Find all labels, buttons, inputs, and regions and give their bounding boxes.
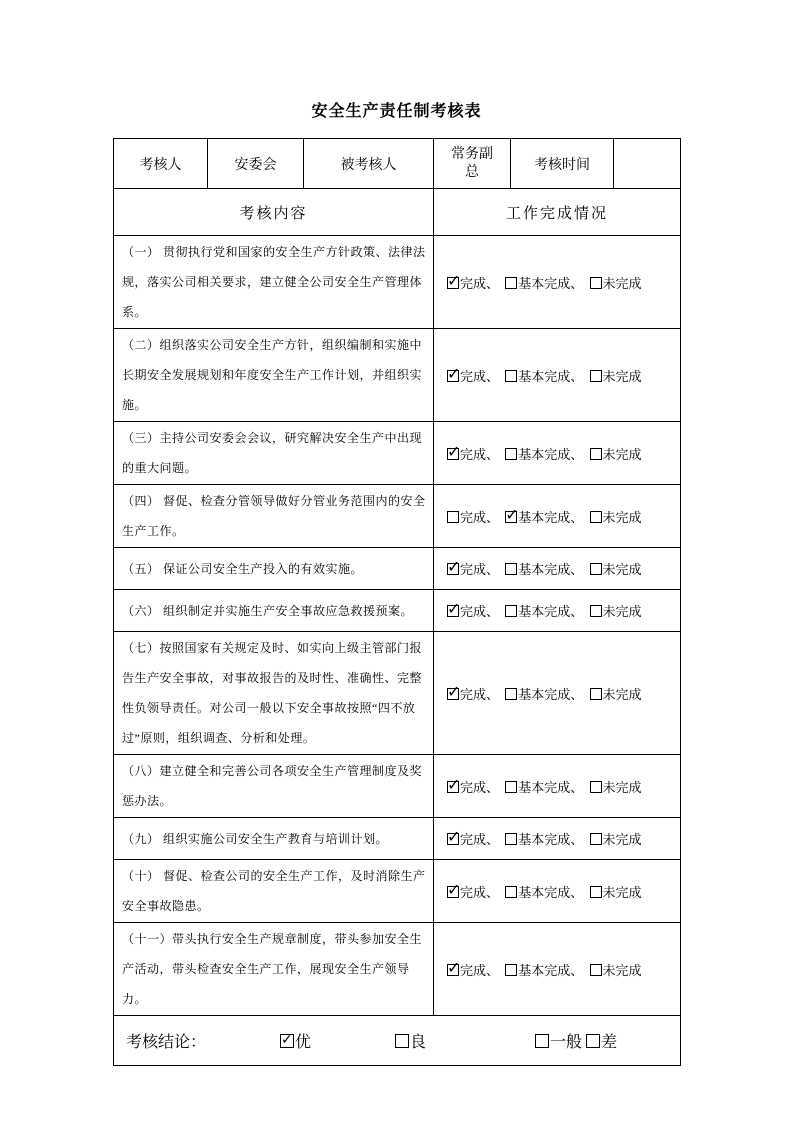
- conclusion-option: 差: [586, 1029, 617, 1052]
- status-option-mostly-done: ✓ 基本完成、: [505, 507, 583, 526]
- checkbox-not-done[interactable]: [590, 688, 602, 700]
- checkbox-mostly-done[interactable]: [505, 448, 517, 460]
- checkbox-done[interactable]: [447, 886, 459, 898]
- checkbox-mostly-done[interactable]: [505, 370, 517, 382]
- table-row: [114, 755, 681, 818]
- table-row: [114, 632, 681, 755]
- table-row: [114, 422, 681, 485]
- table-row: [114, 236, 681, 329]
- status-option-done: ✓完成、: [447, 444, 499, 463]
- table-row: [114, 860, 681, 923]
- conclusion-checkbox[interactable]: [395, 1034, 409, 1048]
- date-label-cell: 考核时间: [511, 139, 614, 189]
- status-option-done: ✓ 完成、: [447, 829, 499, 848]
- table-row: [114, 548, 681, 590]
- status-option-done: ✓ 完成、: [447, 601, 499, 620]
- assessment-item-text: （三）主持公司安委会会议，研究解决安全生产中出现的重大问题。: [114, 422, 434, 485]
- status-options-cell: [434, 236, 681, 329]
- checkbox-not-done[interactable]: [590, 605, 602, 617]
- status-option-mostly-done: 基本完成、: [505, 601, 583, 620]
- status-option-not-done: 未完成: [590, 829, 642, 848]
- checkbox-done[interactable]: [447, 964, 459, 976]
- checkbox-mostly-done[interactable]: [505, 833, 517, 845]
- document-title: 安全生产责任制考核表: [311, 103, 482, 120]
- status-option-mostly-done: 基本完成、: [505, 366, 583, 385]
- assessment-item-text: （十一）带头执行安全生产规章制度，带头参加安全生产活动，带头检查安全生产工作，展现安全生产领导力。: [114, 923, 434, 1016]
- checkbox-mostly-done[interactable]: [505, 563, 517, 575]
- checkbox-done[interactable]: [447, 833, 459, 845]
- assessment-item-text: （五） 保证公司安全生产投入的有效实施。: [114, 548, 434, 590]
- status-options-cell: [434, 485, 681, 548]
- status-option-done: ✓完成、: [447, 960, 499, 979]
- checkbox-mostly-done[interactable]: [505, 688, 517, 700]
- table-row: [114, 485, 681, 548]
- assessment-item-text: （七）按照国家有关规定及时、如实向上级主管部门报告生产安全事故，对事故报告的及时性、准确性、完整性负领导责任。对公司一般以下安全事故按照“四不放过”原则，组织调查、分析和处理。: [114, 632, 434, 755]
- status-options-cell: [434, 755, 681, 818]
- checkbox-done[interactable]: [447, 563, 459, 575]
- status-column-header: 工作完成情况: [434, 189, 681, 236]
- checkbox-mostly-done[interactable]: [505, 886, 517, 898]
- status-option-mostly-done: 基本完成、: [505, 829, 583, 848]
- status-option-not-done: 未完成: [590, 960, 642, 979]
- checkbox-mostly-done[interactable]: [505, 781, 517, 793]
- status-option-done: 完成、: [447, 507, 499, 526]
- conclusion-option: ✓ 优: [280, 1029, 311, 1052]
- table-row: [114, 818, 681, 860]
- assessment-item-text: （十） 督促、检查公司的安全生产工作，及时消除生产安全事故隐患。: [114, 860, 434, 923]
- status-option-done: ✓完成、: [447, 366, 499, 385]
- status-option-done: ✓ 完成、: [447, 559, 499, 578]
- status-option-done: ✓完成、: [447, 273, 499, 292]
- status-option-not-done: 未完成: [590, 273, 642, 292]
- assessment-item-text: （一） 贯彻执行党和国家的安全生产方针政策、法律法规，落实公司相关要求，建立健全公司安全生产管理体系。: [114, 236, 434, 329]
- conclusion-options: [114, 1016, 681, 1066]
- assessment-item-text: （四） 督促、检查分管领导做好分管业务范围内的安全生产工作。: [114, 485, 434, 548]
- status-options-cell: [434, 548, 681, 590]
- status-option-not-done: 未完成: [590, 601, 642, 620]
- conclusion-checkbox[interactable]: [586, 1034, 600, 1048]
- checkbox-done[interactable]: [447, 370, 459, 382]
- checkbox-not-done[interactable]: [590, 781, 602, 793]
- status-option-not-done: 未完成: [590, 507, 642, 526]
- assessment-item-text: （二）组织落实公司安全生产方针，组织编制和实施中长期安全发展规划和年度安全生产工作计划，并组织实施。: [114, 329, 434, 422]
- checkbox-not-done[interactable]: [590, 277, 602, 289]
- status-option-not-done: 未完成: [590, 684, 642, 703]
- checkbox-not-done[interactable]: [590, 448, 602, 460]
- assessee-value-text: 常务副总: [451, 146, 493, 180]
- assessment-table-footer: [114, 1016, 681, 1066]
- checkbox-mostly-done[interactable]: [505, 277, 517, 289]
- status-option-not-done: 未完成: [590, 366, 642, 385]
- status-option-mostly-done: 基本完成、: [505, 777, 583, 796]
- status-options-cell: [434, 860, 681, 923]
- date-value-cell[interactable]: [614, 139, 681, 189]
- status-option-done: ✓完成、: [447, 777, 499, 796]
- conclusion-option: 一般: [535, 1029, 582, 1052]
- info-header-row: [114, 139, 681, 189]
- status-option-not-done: 未完成: [590, 559, 642, 578]
- status-option-done: ✓完成、: [447, 882, 499, 901]
- checkbox-not-done[interactable]: [590, 833, 602, 845]
- checkbox-done[interactable]: [447, 511, 459, 523]
- checkbox-not-done[interactable]: [590, 886, 602, 898]
- assessment-item-text: （九） 组织实施公司安全生产教育与培训计划。: [114, 818, 434, 860]
- checkbox-mostly-done[interactable]: [505, 511, 517, 523]
- conclusion-checkbox[interactable]: [280, 1034, 294, 1048]
- status-option-mostly-done: 基本完成、: [505, 684, 583, 703]
- checkbox-not-done[interactable]: [590, 563, 602, 575]
- checkbox-not-done[interactable]: [590, 511, 602, 523]
- status-option-mostly-done: 基本完成、: [505, 559, 583, 578]
- status-option-not-done: 未完成: [590, 444, 642, 463]
- conclusion-row: [114, 1016, 681, 1066]
- assessor-label-cell: 考核人: [114, 139, 208, 189]
- status-options-cell: [434, 422, 681, 485]
- content-column-header: 考核内容: [114, 189, 434, 236]
- checkbox-done[interactable]: [447, 688, 459, 700]
- status-options-cell: [434, 590, 681, 632]
- checkbox-done[interactable]: [447, 448, 459, 460]
- status-option-not-done: 未完成: [590, 777, 642, 796]
- table-row: [114, 590, 681, 632]
- assessment-item-text: （六） 组织制定并实施生产安全事故应急救援预案。: [114, 590, 434, 632]
- status-option-done: ✓完成、: [447, 684, 499, 703]
- checkbox-done[interactable]: [447, 781, 459, 793]
- conclusion-checkbox[interactable]: [535, 1034, 549, 1048]
- checkbox-not-done[interactable]: [590, 964, 602, 976]
- status-option-not-done: 未完成: [590, 882, 642, 901]
- status-options-cell: [434, 818, 681, 860]
- checkbox-not-done[interactable]: [590, 370, 602, 382]
- status-option-mostly-done: 基本完成、: [505, 960, 583, 979]
- assessment-item-text: （八）建立健全和完善公司各项安全生产管理制度及奖惩办法。: [114, 755, 434, 818]
- assessment-table: [113, 138, 681, 1066]
- conclusion-option: 良: [395, 1029, 426, 1052]
- table-row: [114, 329, 681, 422]
- assessment-table-header: [114, 139, 681, 236]
- status-option-mostly-done: 基本完成、: [505, 444, 583, 463]
- checkbox-mostly-done[interactable]: [505, 964, 517, 976]
- status-option-mostly-done: 基本完成、: [505, 273, 583, 292]
- assessor-value-cell: 安委会: [208, 139, 304, 189]
- section-header-row: [114, 189, 681, 236]
- assessee-label-cell: 被考核人: [304, 139, 434, 189]
- assessment-table-body: [114, 236, 681, 1016]
- status-options-cell: [434, 923, 681, 1016]
- table-row: [114, 923, 681, 1016]
- checkbox-mostly-done[interactable]: [505, 605, 517, 617]
- conclusion-label: 考核结论：: [126, 1034, 207, 1051]
- status-options-cell: [434, 329, 681, 422]
- status-option-mostly-done: 基本完成、: [505, 882, 583, 901]
- checkbox-done[interactable]: [447, 605, 459, 617]
- checkbox-done[interactable]: [447, 277, 459, 289]
- assessee-value-cell: [434, 139, 511, 189]
- status-options-cell: [434, 632, 681, 755]
